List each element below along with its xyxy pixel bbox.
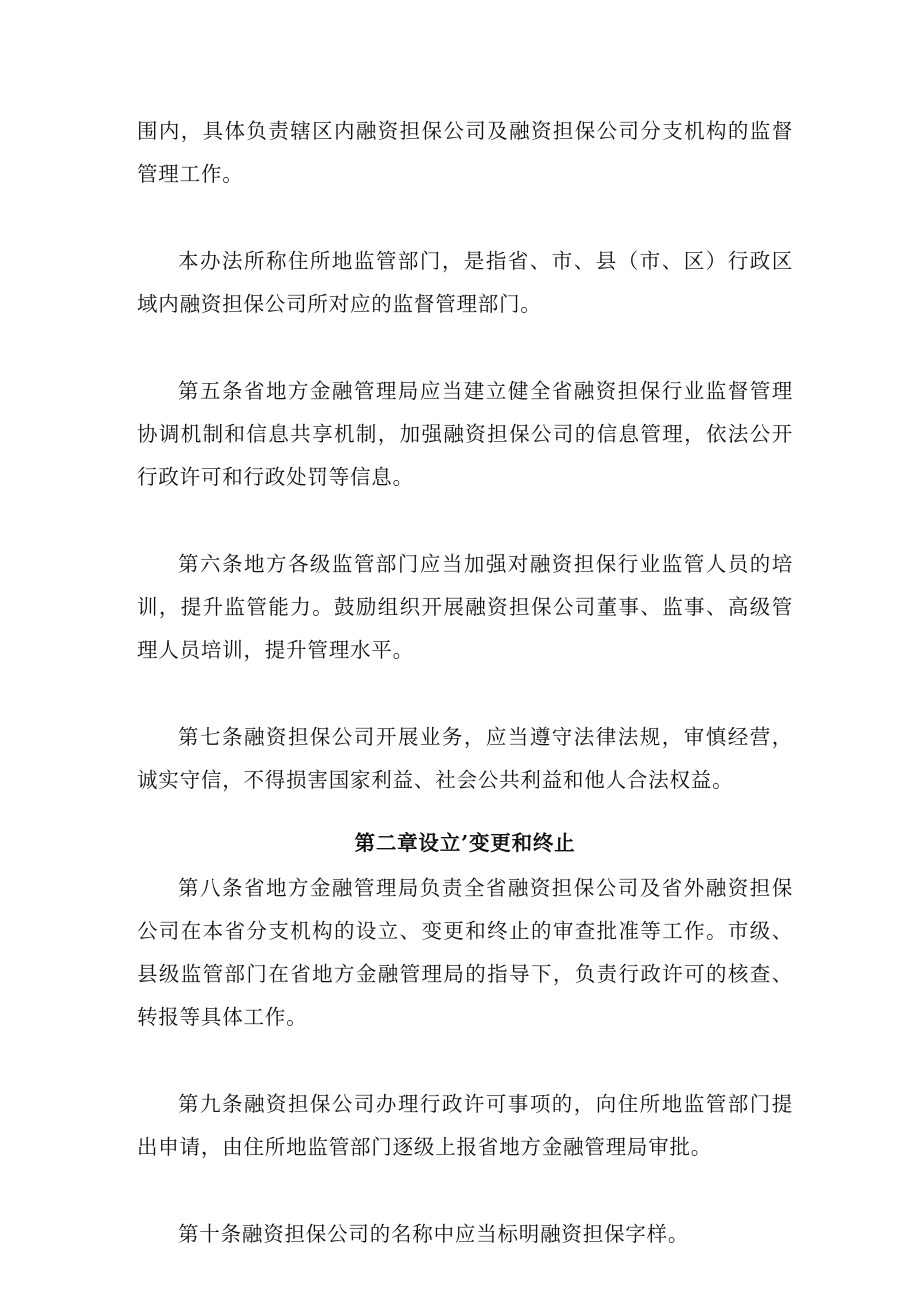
paragraph-continuation: 围内，具体负责辖区内融资担保公司及融资担保公司分支机构的监督管理工作。 (137, 119, 793, 186)
chapter-heading: 第二章设立’变更和终止 (354, 831, 576, 855)
section-spacer (137, 804, 793, 822)
paragraph-article-8: 第八条省地方金融管理局负责全省融资担保公司及省外融资担保公司在本省分支机构的设立、变更和终止的审查批准等工作。市级、县级监管部门在省地方金融管理局的指导下，负责行政许可的核查、转报等具体工作。 (137, 876, 793, 1029)
paragraph-article-7: 第七条融资担保公司开展业务，应当遵守法律法规，审慎经营，诚实守信，不得损害国家利益、社会公共利益和他人合法权益。 (137, 725, 793, 792)
paragraph-definition: 本办法所称住所地监管部门，是指省、市、县（市、区）行政区域内融资担保公司所对应的监督管理部门。 (137, 249, 793, 316)
paragraph-article-6: 第六条地方各级监管部门应当加强对融资担保行业监管人员的培训，提升监管能力。鼓励组织开展融资担保公司董事、监事、高级管理人员培训，提升管理水平。 (137, 552, 793, 662)
paragraph-article-9: 第九条融资担保公司办理行政许可事项的，向住所地监管部门提出申请，由住所地监管部门逐级上报省地方金融管理局审批。 (137, 1092, 793, 1159)
document-body (137, 110, 793, 1300)
paragraph-article-10: 第十条融资担保公司的名称中应当标明融资担保字样。 (178, 1222, 690, 1246)
paragraph-article-5: 第五条省地方金融管理局应当建立健全省融资担保行业监督管理协调机制和信息共享机制，加强融资担保公司的信息管理，依法公开行政许可和行政处罚等信息。 (137, 379, 793, 489)
